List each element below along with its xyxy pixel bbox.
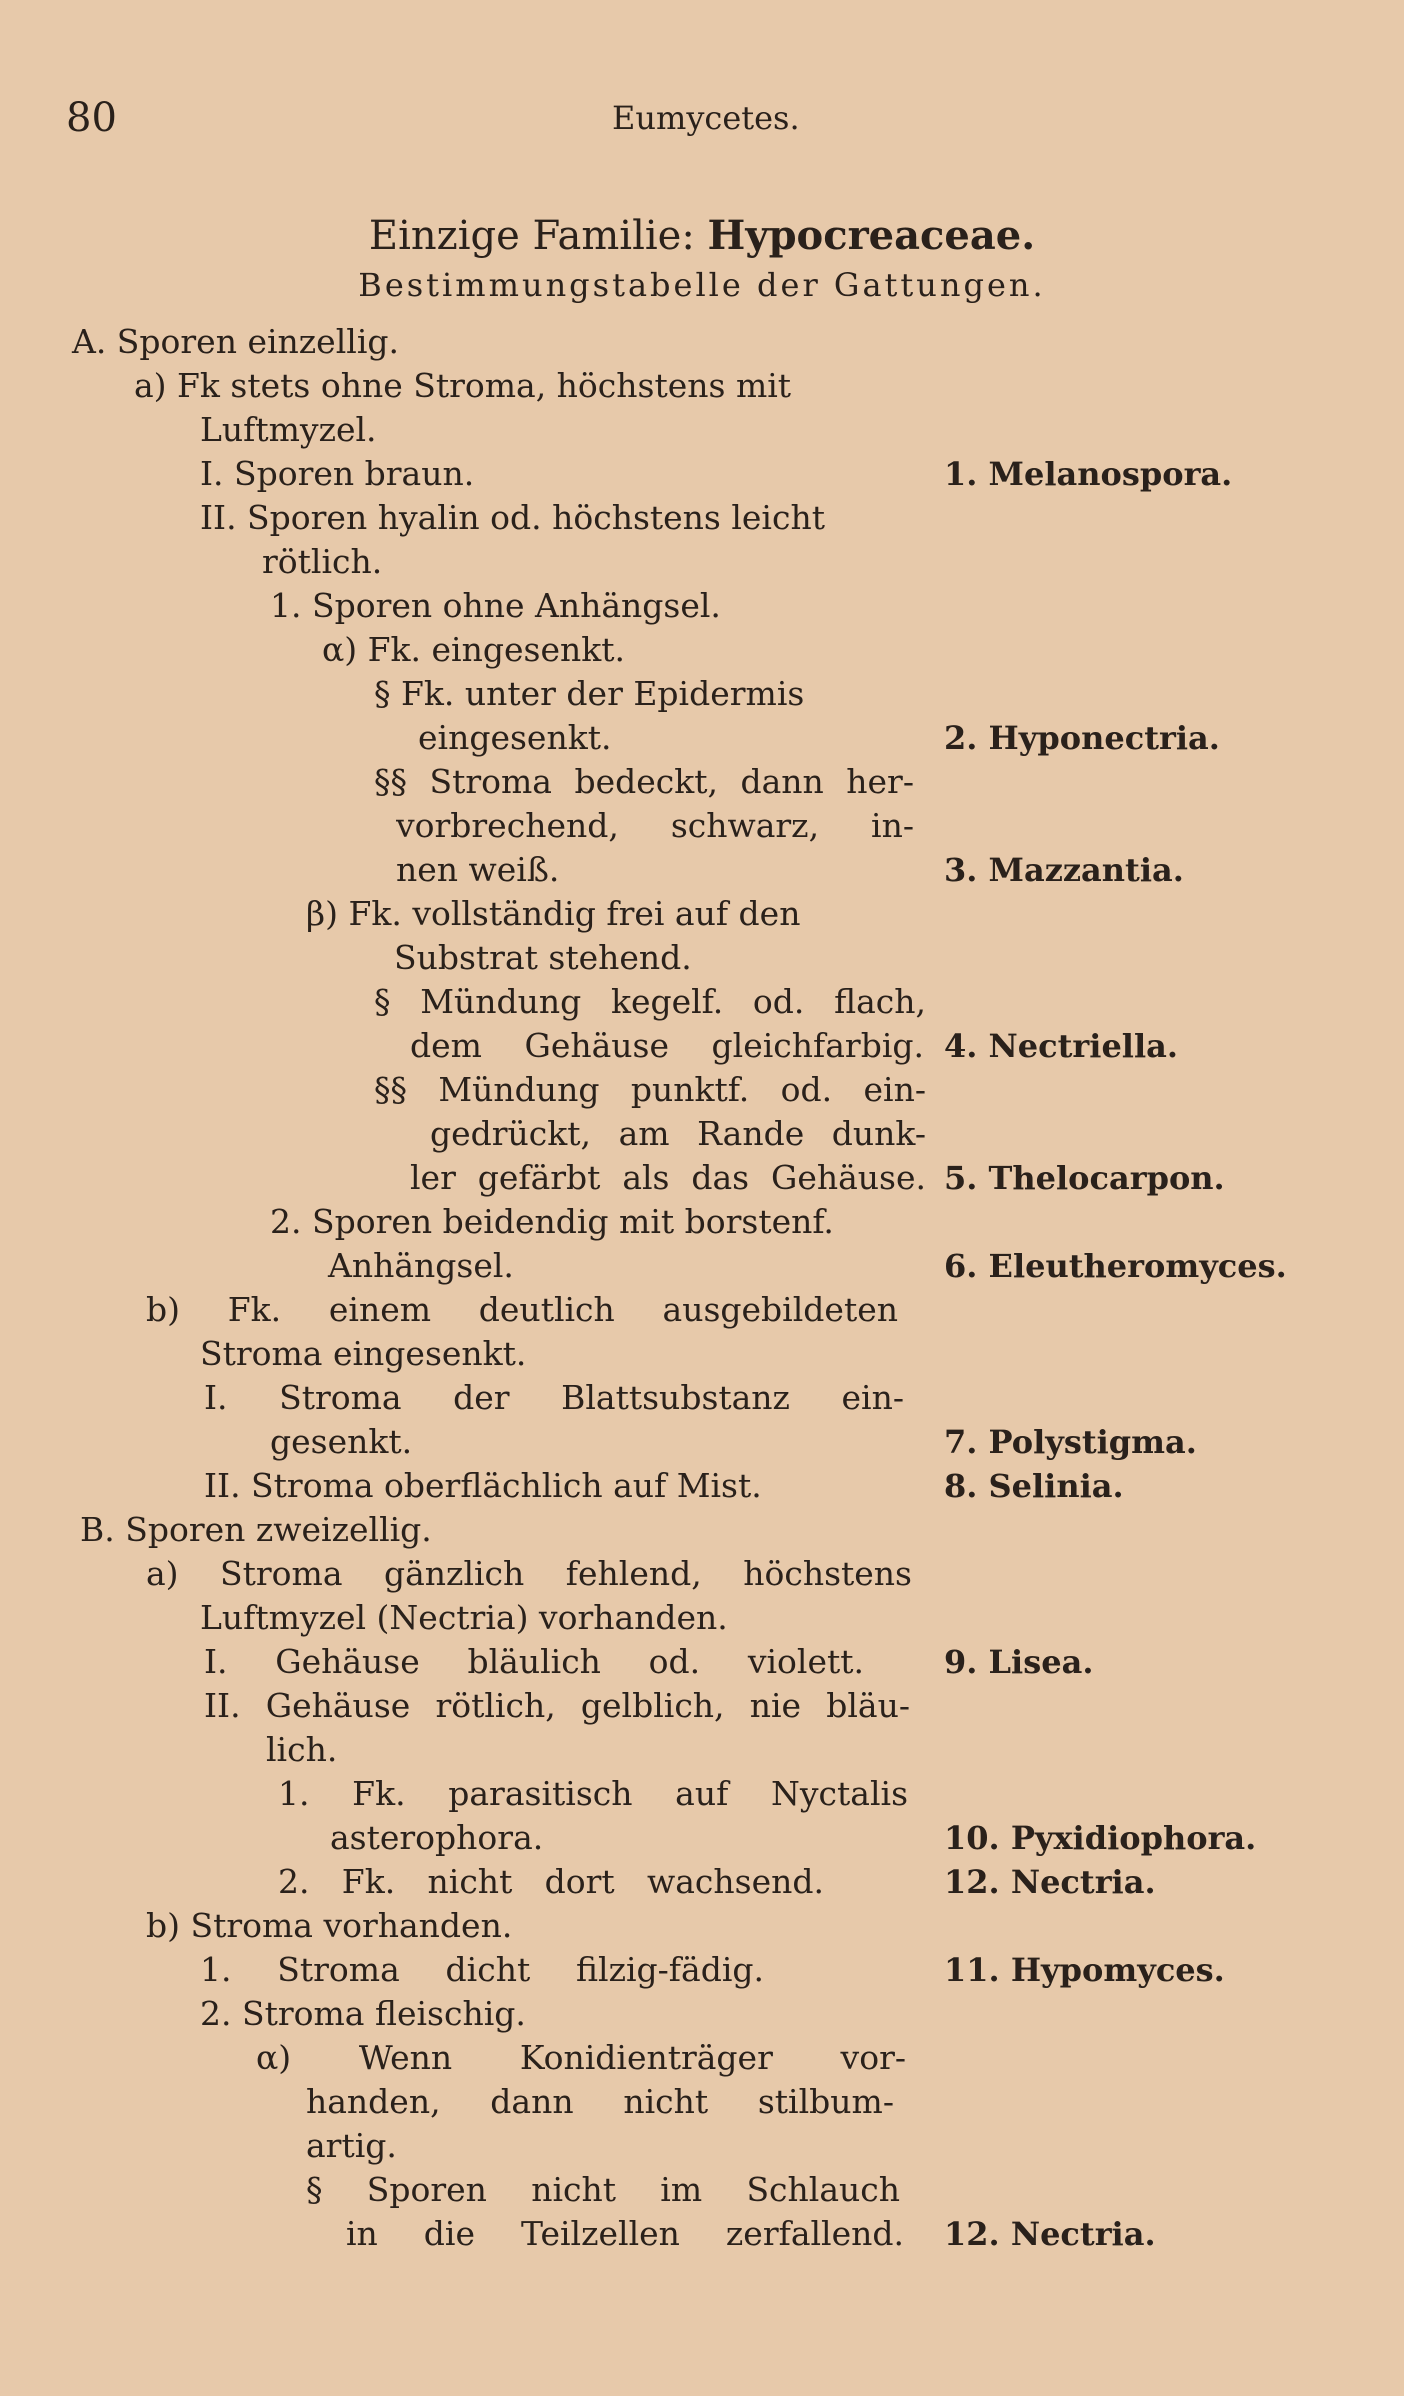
key-row (0, 1244, 1404, 1288)
key-row (0, 936, 1404, 980)
key-text: a) Stroma gänzlich fehlend, höchstens (146, 1554, 912, 1593)
key-row (0, 1728, 1404, 1772)
key-text: 1. Sporen ohne Anhängsel. (270, 586, 721, 625)
key-row (0, 1332, 1404, 1376)
key-row (0, 408, 1404, 452)
key-text: handen, dann nicht stilbum- (306, 2082, 894, 2121)
genus-name: 7. Polystigma. (944, 1423, 1197, 1461)
key-row (0, 496, 1404, 540)
key-text: I. Sporen braun. (200, 454, 475, 493)
key-text: II. Stroma oberflächlich auf Mist. (204, 1466, 762, 1505)
key-text: A. Sporen einzellig. (72, 322, 399, 361)
key-row (0, 1596, 1404, 1640)
key-row (0, 584, 1404, 628)
key-text: dem Gehäuse gleichfarbig. (410, 1026, 924, 1065)
genus-name: 8. Selinia. (944, 1467, 1124, 1505)
key-row (0, 980, 1404, 1024)
key-row (0, 2124, 1404, 2168)
key-row (0, 1992, 1404, 2036)
determination-key (0, 320, 1404, 2256)
key-row (0, 2080, 1404, 2124)
key-text: β) Fk. vollständig frei auf den (306, 894, 801, 933)
title-prefix: Einzige Familie: (368, 213, 708, 259)
key-text: § Sporen nicht im Schlauch (306, 2170, 900, 2209)
key-row (0, 2212, 1404, 2256)
key-row (0, 1068, 1404, 1112)
key-row (0, 628, 1404, 672)
genus-name: 5. Thelocarpon. (944, 1159, 1225, 1197)
key-row (0, 804, 1404, 848)
key-text: ler gefärbt als das Gehäuse. (410, 1158, 926, 1197)
key-text: α) Wenn Konidienträger vor- (256, 2038, 906, 2077)
key-text: Stroma eingesenkt. (200, 1334, 527, 1373)
key-row (0, 672, 1404, 716)
key-text: II. Gehäuse rötlich, gelblich, nie bläu- (204, 1686, 910, 1725)
genus-name: 1. Melanospora. (944, 455, 1233, 493)
genus-name: 12. Nectria. (944, 2215, 1156, 2253)
key-text: §§ Stroma bedeckt, dann her- (374, 762, 914, 801)
key-text: § Mündung kegelf. od. flach, (374, 982, 926, 1021)
running-title: Eumycetes. (612, 99, 800, 137)
key-row (0, 1860, 1404, 1904)
genus-name: 12. Nectria. (944, 1863, 1156, 1901)
key-text: 1. Stroma dicht filzig-fädig. (200, 1950, 764, 1989)
key-row (0, 1640, 1404, 1684)
key-row (0, 1024, 1404, 1068)
key-text: artig. (306, 2126, 397, 2165)
family-name: Hypocreaceae. (707, 212, 1036, 259)
key-text: rötlich. (262, 542, 383, 581)
genus-name: 2. Hyponectria. (944, 719, 1220, 757)
genus-name: 9. Lisea. (944, 1643, 1094, 1681)
key-text: α) Fk. eingesenkt. (322, 630, 625, 669)
key-text: gesenkt. (270, 1422, 413, 1461)
genus-name: 6. Eleutheromyces. (944, 1247, 1287, 1285)
key-row (0, 848, 1404, 892)
key-text: B. Sporen zweizellig. (80, 1510, 432, 1549)
key-text: b) Stroma vorhanden. (146, 1906, 513, 1945)
key-row (0, 1684, 1404, 1728)
key-text: in die Teilzellen zerfallend. (346, 2214, 904, 2253)
key-row (0, 1288, 1404, 1332)
key-row (0, 2036, 1404, 2080)
key-text: a) Fk stets ohne Stroma, höchstens mit (134, 366, 792, 405)
key-row (0, 716, 1404, 760)
key-text: b) Fk. einem deutlich ausgebildeten (146, 1290, 898, 1329)
key-text: I. Stroma der Blattsubstanz ein- (204, 1378, 904, 1417)
key-text: 2. Fk. nicht dort wachsend. (278, 1862, 824, 1901)
key-row (0, 1904, 1404, 1948)
key-text: Luftmyzel. (200, 410, 377, 449)
section-title (0, 212, 1404, 259)
key-text: §§ Mündung punktf. od. ein- (374, 1070, 926, 1109)
key-row (0, 1772, 1404, 1816)
key-text: Substrat stehend. (394, 938, 692, 977)
key-row (0, 364, 1404, 408)
key-text: vorbrechend, schwarz, in- (396, 806, 914, 845)
key-text: Anhängsel. (328, 1246, 514, 1285)
key-subtitle: Bestimmungstabelle der Gattungen. (358, 266, 1046, 304)
key-text: I. Gehäuse bläulich od. violett. (204, 1642, 864, 1681)
key-text: 2. Stroma fleischig. (200, 1994, 526, 2033)
key-row (0, 892, 1404, 936)
key-row (0, 760, 1404, 804)
key-row (0, 1948, 1404, 1992)
key-row (0, 540, 1404, 584)
key-text: § Fk. unter der Epidermis (374, 674, 805, 713)
genus-name: 4. Nectriella. (944, 1027, 1178, 1065)
key-row (0, 1156, 1404, 1200)
key-row (0, 320, 1404, 364)
key-text: lich. (266, 1730, 338, 1769)
key-text: asterophora. (330, 1818, 544, 1857)
key-row (0, 1420, 1404, 1464)
key-text: Luftmyzel (Nectria) vorhanden. (200, 1598, 728, 1637)
genus-name: 10. Pyxidiophora. (944, 1819, 1257, 1857)
key-text: eingesenkt. (418, 718, 612, 757)
key-text: II. Sporen hyalin od. höchstens leicht (200, 498, 825, 537)
key-row (0, 2168, 1404, 2212)
key-row (0, 1552, 1404, 1596)
key-text: 1. Fk. parasitisch auf Nyctalis (278, 1774, 908, 1813)
key-row (0, 1464, 1404, 1508)
key-row (0, 1200, 1404, 1244)
key-text: nen weiß. (396, 850, 560, 889)
key-row (0, 1508, 1404, 1552)
key-row (0, 1816, 1404, 1860)
genus-name: 11. Hypomyces. (944, 1951, 1225, 1989)
key-text: gedrückt, am Rande dunk- (430, 1114, 926, 1153)
key-row (0, 1112, 1404, 1156)
key-row (0, 452, 1404, 496)
key-text: 2. Sporen beidendig mit borstenf. (270, 1202, 834, 1241)
genus-name: 3. Mazzantia. (944, 851, 1184, 889)
key-row (0, 1376, 1404, 1420)
page-number: 80 (66, 95, 117, 141)
